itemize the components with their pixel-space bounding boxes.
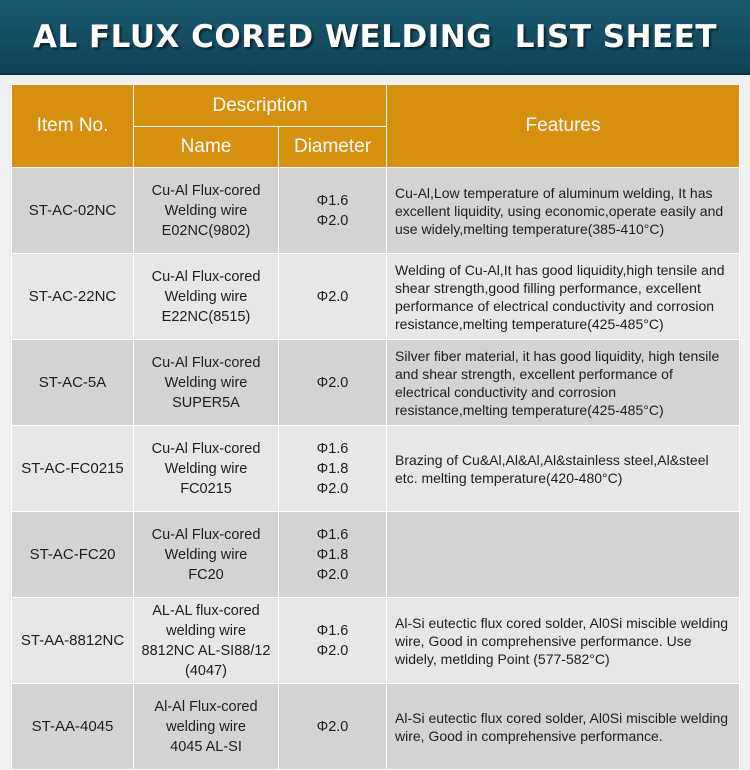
features-cell: Al-Si eutectic flux cored solder, Al0Si miscible welding wire, Good in comprehensive performance. Use widely, metlding Point (577-582°C) — [387, 598, 740, 684]
name-line: welding wire — [166, 718, 246, 735]
features-cell — [387, 512, 740, 598]
name-cell — [134, 168, 279, 254]
table-row — [12, 340, 740, 426]
diameter-value: Φ2.0 — [316, 566, 349, 583]
table-row — [12, 168, 740, 254]
name-cell — [134, 598, 279, 684]
name-line: E22NC(8515) — [161, 308, 251, 325]
features-cell: Al-Si eutectic flux cored solder, Al0Si miscible welding wire, Good in comprehensive performance. — [387, 684, 740, 770]
features-cell: Silver fiber material, it has good liquidity, high tensile and shear strength, excellent performance of electrical conductivity and corrosion resistance,melting temperature(425-485°C) — [387, 340, 740, 426]
diameter-value: Φ2.0 — [316, 288, 349, 305]
table-row — [12, 598, 740, 684]
name-line: Cu-Al Flux-cored — [151, 526, 261, 543]
name-line: welding wire — [166, 622, 246, 639]
name-line: Welding wire — [164, 374, 248, 391]
diameter-cell — [279, 512, 387, 598]
item-no-cell: ST-AA-8812NC — [12, 598, 134, 684]
table-row — [12, 684, 740, 770]
header-item-no: Item No. — [12, 85, 134, 168]
name-line: Welding wire — [164, 546, 248, 563]
name-line: Welding wire — [164, 288, 248, 305]
name-line: Cu-Al Flux-cored — [151, 268, 261, 285]
diameter-value: Φ1.6 — [316, 440, 349, 457]
title-banner — [0, 0, 750, 75]
name-line: AL-AL flux-cored — [152, 602, 260, 619]
item-no-cell: ST-AC-02NC — [12, 168, 134, 254]
diameter-value: Φ2.0 — [316, 374, 349, 391]
table-row — [12, 254, 740, 340]
name-line: SUPER5A — [172, 394, 240, 411]
diameter-value: Φ1.6 — [316, 622, 349, 639]
name-cell — [134, 426, 279, 512]
name-line: Cu-Al Flux-cored — [151, 354, 261, 371]
diameter-value: Φ2.0 — [316, 718, 349, 735]
diameter-value: Φ2.0 — [316, 642, 349, 659]
diameter-cell — [279, 168, 387, 254]
diameter-cell — [279, 340, 387, 426]
diameter-value: Φ1.8 — [316, 460, 349, 477]
product-list-table — [11, 84, 740, 770]
item-no-cell: ST-AA-4045 — [12, 684, 134, 770]
item-no-cell: ST-AC-FC20 — [12, 512, 134, 598]
diameter-value: Φ1.6 — [316, 192, 349, 209]
name-cell — [134, 684, 279, 770]
name-cell — [134, 512, 279, 598]
features-cell: Brazing of Cu&Al,Al&Al,Al&stainless steel,Al&steel etc. melting temperature(420-480°C) — [387, 426, 740, 512]
name-line: 4045 AL-SI — [170, 738, 242, 755]
header-description: Description — [134, 85, 387, 127]
features-cell: Welding of Cu-Al,It has good liquidity,high tensile and shear strength,good filling performance, excellent performance of electrical conductivity and corrosion resistance,melting temperature(425-485°C) — [387, 254, 740, 340]
table-row — [12, 512, 740, 598]
header-features: Features — [387, 85, 740, 168]
page-title: AL FLUX CORED WELDING LIST SHEET — [32, 18, 718, 55]
name-line: E02NC(9802) — [161, 222, 251, 239]
features-cell: Cu-Al,Low temperature of aluminum welding, It has excellent liquidity, using economic,operate easily and use widely,melting temperature(385-410°C) — [387, 168, 740, 254]
diameter-value: Φ2.0 — [316, 480, 349, 497]
item-no-cell: ST-AC-22NC — [12, 254, 134, 340]
diameter-cell — [279, 684, 387, 770]
diameter-cell — [279, 254, 387, 340]
name-line: (4047) — [185, 662, 227, 679]
diameter-value: Φ1.8 — [316, 546, 349, 563]
name-line: 8812NC AL-SI88/12 — [141, 642, 271, 659]
diameter-value: Φ2.0 — [316, 212, 349, 229]
name-line: Welding wire — [164, 202, 248, 219]
name-cell — [134, 340, 279, 426]
name-line: Al-Al Flux-cored — [154, 698, 258, 715]
diameter-value: Φ1.6 — [316, 526, 349, 543]
name-line: Welding wire — [164, 460, 248, 477]
name-line: Cu-Al Flux-cored — [151, 440, 261, 457]
diameter-cell — [279, 598, 387, 684]
name-line: FC20 — [188, 566, 224, 583]
diameter-cell — [279, 426, 387, 512]
name-line: FC0215 — [180, 480, 232, 497]
item-no-cell: ST-AC-5A — [12, 340, 134, 426]
header-diameter: Diameter — [279, 127, 387, 168]
name-cell — [134, 254, 279, 340]
item-no-cell: ST-AC-FC0215 — [12, 426, 134, 512]
table-row — [12, 426, 740, 512]
header-name: Name — [134, 127, 279, 168]
name-line: Cu-Al Flux-cored — [151, 182, 261, 199]
